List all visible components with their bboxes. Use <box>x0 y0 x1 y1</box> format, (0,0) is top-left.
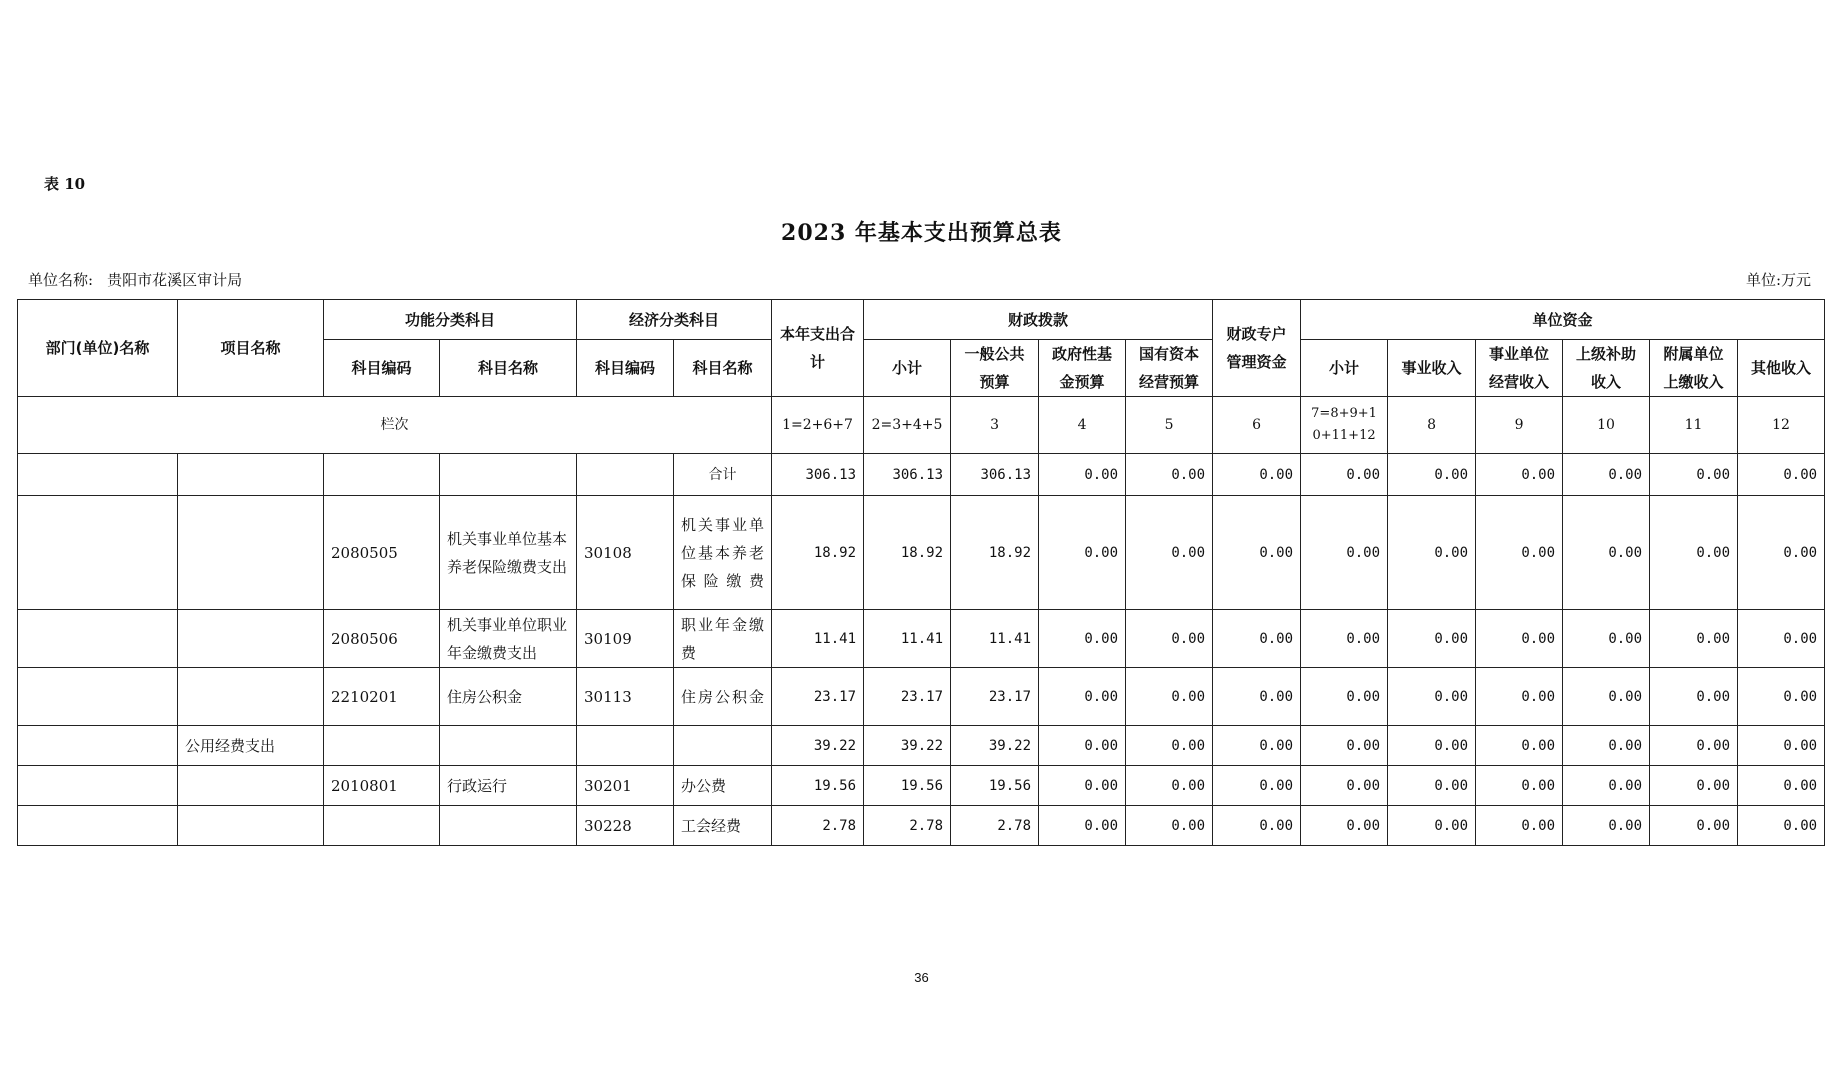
page-title: 2023 年基本支出预算总表 <box>781 220 1062 246</box>
header-row-1 <box>18 300 1825 340</box>
sequence-cell: 10 <box>1563 397 1650 454</box>
econ-name-cell: 合计 <box>674 454 772 496</box>
unit-subtotal-cell: 0.00 <box>1301 766 1388 806</box>
gov-fund-budget-cell: 0.00 <box>1039 610 1126 668</box>
table-row <box>18 806 1825 846</box>
total-cell: 18.92 <box>772 496 864 610</box>
econ-code-cell <box>577 454 674 496</box>
econ-name-cell <box>674 726 772 766</box>
budget-table <box>17 299 1825 846</box>
func-code-cell: 2080505 <box>324 496 440 610</box>
currency-unit-label: 单位:万元 <box>1745 271 1811 289</box>
special-fund-cell: 0.00 <box>1213 496 1301 610</box>
fiscal-subtotal-cell: 23.17 <box>864 668 951 726</box>
project-cell <box>178 668 324 726</box>
page-number: 36 <box>914 970 929 985</box>
affiliate-income-cell: 0.00 <box>1650 668 1738 726</box>
func-code-cell: 2080506 <box>324 610 440 668</box>
fiscal-subtotal-cell: 2.78 <box>864 806 951 846</box>
state-capital-budget-cell: 0.00 <box>1126 806 1213 846</box>
econ-code-cell <box>577 726 674 766</box>
affiliate-income-cell: 0.00 <box>1650 806 1738 846</box>
state-capital-budget-cell: 0.00 <box>1126 610 1213 668</box>
state-capital-budget-cell: 0.00 <box>1126 726 1213 766</box>
operation-income-cell: 0.00 <box>1476 610 1563 668</box>
state-capital-budget-cell: 0.00 <box>1126 766 1213 806</box>
econ-name-cell: 职业年金缴费 <box>674 610 772 668</box>
header-superior-subsidy: 上级补助收入 <box>1563 340 1650 397</box>
unit-subtotal-cell: 0.00 <box>1301 496 1388 610</box>
fiscal-subtotal-cell: 306.13 <box>864 454 951 496</box>
econ-code-cell: 30201 <box>577 766 674 806</box>
total-cell: 23.17 <box>772 668 864 726</box>
unit-subtotal-cell: 0.00 <box>1301 726 1388 766</box>
operation-income-cell: 0.00 <box>1476 726 1563 766</box>
unit-subtotal-cell: 0.00 <box>1301 454 1388 496</box>
affiliate-income-cell: 0.00 <box>1650 454 1738 496</box>
sequence-cell: 6 <box>1213 397 1301 454</box>
business-income-cell: 0.00 <box>1388 610 1476 668</box>
special-fund-cell: 0.00 <box>1213 766 1301 806</box>
general-budget-cell: 18.92 <box>951 496 1039 610</box>
func-code-cell: 2010801 <box>324 766 440 806</box>
gov-fund-budget-cell: 0.00 <box>1039 766 1126 806</box>
superior-subsidy-cell: 0.00 <box>1563 610 1650 668</box>
business-income-cell: 0.00 <box>1388 454 1476 496</box>
unit-subtotal-cell: 0.00 <box>1301 610 1388 668</box>
header-total: 本年支出合计 <box>772 300 864 397</box>
header-fiscal-subtotal: 小计 <box>864 340 951 397</box>
table-number: 表 10 <box>44 175 86 193</box>
project-cell: 公用经费支出 <box>178 726 324 766</box>
header-func-group: 功能分类科目 <box>324 300 577 340</box>
gov-fund-budget-cell: 0.00 <box>1039 668 1126 726</box>
business-income-cell: 0.00 <box>1388 496 1476 610</box>
business-income-cell: 0.00 <box>1388 766 1476 806</box>
special-fund-cell: 0.00 <box>1213 726 1301 766</box>
affiliate-income-cell: 0.00 <box>1650 726 1738 766</box>
func-name-cell <box>440 806 577 846</box>
fiscal-subtotal-cell: 39.22 <box>864 726 951 766</box>
superior-subsidy-cell: 0.00 <box>1563 766 1650 806</box>
other-income-cell: 0.00 <box>1738 454 1825 496</box>
sequence-cell: 12 <box>1738 397 1825 454</box>
business-income-cell: 0.00 <box>1388 806 1476 846</box>
func-name-cell: 行政运行 <box>440 766 577 806</box>
func-code-cell <box>324 726 440 766</box>
unit-name-value: 贵阳市花溪区审计局 <box>107 271 243 289</box>
affiliate-income-cell: 0.00 <box>1650 496 1738 610</box>
operation-income-cell: 0.00 <box>1476 766 1563 806</box>
sequence-cell: 2=3+4+5 <box>864 397 951 454</box>
table-row <box>18 766 1825 806</box>
table-row <box>18 726 1825 766</box>
total-cell: 11.41 <box>772 610 864 668</box>
sequence-cell: 4 <box>1039 397 1126 454</box>
header-econ-code: 科目编码 <box>577 340 674 397</box>
sequence-cell: 7=8+9+10+11+12 <box>1301 397 1388 454</box>
func-name-cell: 住房公积金 <box>440 668 577 726</box>
dept-cell <box>18 726 178 766</box>
dept-cell <box>18 496 178 610</box>
func-name-cell: 机关事业单位基本养老保险缴费支出 <box>440 496 577 610</box>
econ-name-cell: 办公费 <box>674 766 772 806</box>
other-income-cell: 0.00 <box>1738 668 1825 726</box>
header-func-code: 科目编码 <box>324 340 440 397</box>
func-code-cell <box>324 454 440 496</box>
superior-subsidy-cell: 0.00 <box>1563 806 1650 846</box>
header-unit-subtotal: 小计 <box>1301 340 1388 397</box>
sequence-label: 栏次 <box>18 397 772 454</box>
state-capital-budget-cell: 0.00 <box>1126 454 1213 496</box>
gov-fund-budget-cell: 0.00 <box>1039 806 1126 846</box>
general-budget-cell: 23.17 <box>951 668 1039 726</box>
general-budget-cell: 2.78 <box>951 806 1039 846</box>
business-income-cell: 0.00 <box>1388 726 1476 766</box>
general-budget-cell: 11.41 <box>951 610 1039 668</box>
total-cell: 39.22 <box>772 726 864 766</box>
special-fund-cell: 0.00 <box>1213 806 1301 846</box>
general-budget-cell: 19.56 <box>951 766 1039 806</box>
fiscal-subtotal-cell: 18.92 <box>864 496 951 610</box>
fiscal-subtotal-cell: 11.41 <box>864 610 951 668</box>
econ-name-cell: 住房公积金 <box>674 668 772 726</box>
superior-subsidy-cell: 0.00 <box>1563 726 1650 766</box>
func-name-cell <box>440 726 577 766</box>
superior-subsidy-cell: 0.00 <box>1563 454 1650 496</box>
operation-income-cell: 0.00 <box>1476 668 1563 726</box>
project-cell <box>178 454 324 496</box>
header-affiliate-income: 附属单位上缴收入 <box>1650 340 1738 397</box>
project-cell <box>178 806 324 846</box>
other-income-cell: 0.00 <box>1738 766 1825 806</box>
econ-name-cell: 工会经费 <box>674 806 772 846</box>
dept-cell <box>18 454 178 496</box>
unit-name <box>28 269 242 290</box>
sequence-cell: 8 <box>1388 397 1476 454</box>
total-cell: 19.56 <box>772 766 864 806</box>
econ-code-cell: 30228 <box>577 806 674 846</box>
header-func-name: 科目名称 <box>440 340 577 397</box>
func-name-cell <box>440 454 577 496</box>
table-row <box>18 610 1825 668</box>
header-special: 财政专户管理资金 <box>1213 300 1301 397</box>
project-cell <box>178 766 324 806</box>
table-row <box>18 454 1825 496</box>
other-income-cell: 0.00 <box>1738 610 1825 668</box>
header-gov-fund-budget: 政府性基金预算 <box>1039 340 1126 397</box>
gov-fund-budget-cell: 0.00 <box>1039 726 1126 766</box>
dept-cell <box>18 766 178 806</box>
unit-subtotal-cell: 0.00 <box>1301 806 1388 846</box>
total-cell: 306.13 <box>772 454 864 496</box>
project-cell <box>178 496 324 610</box>
operation-income-cell: 0.00 <box>1476 454 1563 496</box>
special-fund-cell: 0.00 <box>1213 454 1301 496</box>
sequence-row <box>18 397 1825 454</box>
header-other-income: 其他收入 <box>1738 340 1825 397</box>
header-general-budget: 一般公共预算 <box>951 340 1039 397</box>
gov-fund-budget-cell: 0.00 <box>1039 496 1126 610</box>
econ-code-cell: 30109 <box>577 610 674 668</box>
state-capital-budget-cell: 0.00 <box>1126 496 1213 610</box>
affiliate-income-cell: 0.00 <box>1650 610 1738 668</box>
unit-subtotal-cell: 0.00 <box>1301 668 1388 726</box>
superior-subsidy-cell: 0.00 <box>1563 668 1650 726</box>
func-code-cell <box>324 806 440 846</box>
unit-name-label: 单位名称: <box>28 271 94 289</box>
sequence-cell: 11 <box>1650 397 1738 454</box>
other-income-cell: 0.00 <box>1738 496 1825 610</box>
econ-code-cell: 30113 <box>577 668 674 726</box>
header-operation-income: 事业单位经营收入 <box>1476 340 1563 397</box>
sequence-cell: 5 <box>1126 397 1213 454</box>
header-unit-group: 单位资金 <box>1301 300 1825 340</box>
superior-subsidy-cell: 0.00 <box>1563 496 1650 610</box>
business-income-cell: 0.00 <box>1388 668 1476 726</box>
func-name-cell: 机关事业单位职业年金缴费支出 <box>440 610 577 668</box>
general-budget-cell: 306.13 <box>951 454 1039 496</box>
general-budget-cell: 39.22 <box>951 726 1039 766</box>
econ-code-cell: 30108 <box>577 496 674 610</box>
header-project: 项目名称 <box>178 300 324 397</box>
table-row <box>18 668 1825 726</box>
header-dept: 部门(单位)名称 <box>18 300 178 397</box>
header-fiscal-group: 财政拨款 <box>864 300 1213 340</box>
operation-income-cell: 0.00 <box>1476 806 1563 846</box>
dept-cell <box>18 610 178 668</box>
special-fund-cell: 0.00 <box>1213 668 1301 726</box>
affiliate-income-cell: 0.00 <box>1650 766 1738 806</box>
header-business-income: 事业收入 <box>1388 340 1476 397</box>
total-cell: 2.78 <box>772 806 864 846</box>
header-econ-group: 经济分类科目 <box>577 300 772 340</box>
other-income-cell: 0.00 <box>1738 806 1825 846</box>
table-row <box>18 496 1825 610</box>
operation-income-cell: 0.00 <box>1476 496 1563 610</box>
project-cell <box>178 610 324 668</box>
special-fund-cell: 0.00 <box>1213 610 1301 668</box>
dept-cell <box>18 806 178 846</box>
sequence-cell: 3 <box>951 397 1039 454</box>
fiscal-subtotal-cell: 19.56 <box>864 766 951 806</box>
econ-name-cell: 机关事业单位基本养老保险缴费 <box>674 496 772 610</box>
header-econ-name: 科目名称 <box>674 340 772 397</box>
state-capital-budget-cell: 0.00 <box>1126 668 1213 726</box>
dept-cell <box>18 668 178 726</box>
header-state-capital-budget: 国有资本经营预算 <box>1126 340 1213 397</box>
gov-fund-budget-cell: 0.00 <box>1039 454 1126 496</box>
sequence-cell: 1=2+6+7 <box>772 397 864 454</box>
other-income-cell: 0.00 <box>1738 726 1825 766</box>
func-code-cell: 2210201 <box>324 668 440 726</box>
sequence-cell: 9 <box>1476 397 1563 454</box>
